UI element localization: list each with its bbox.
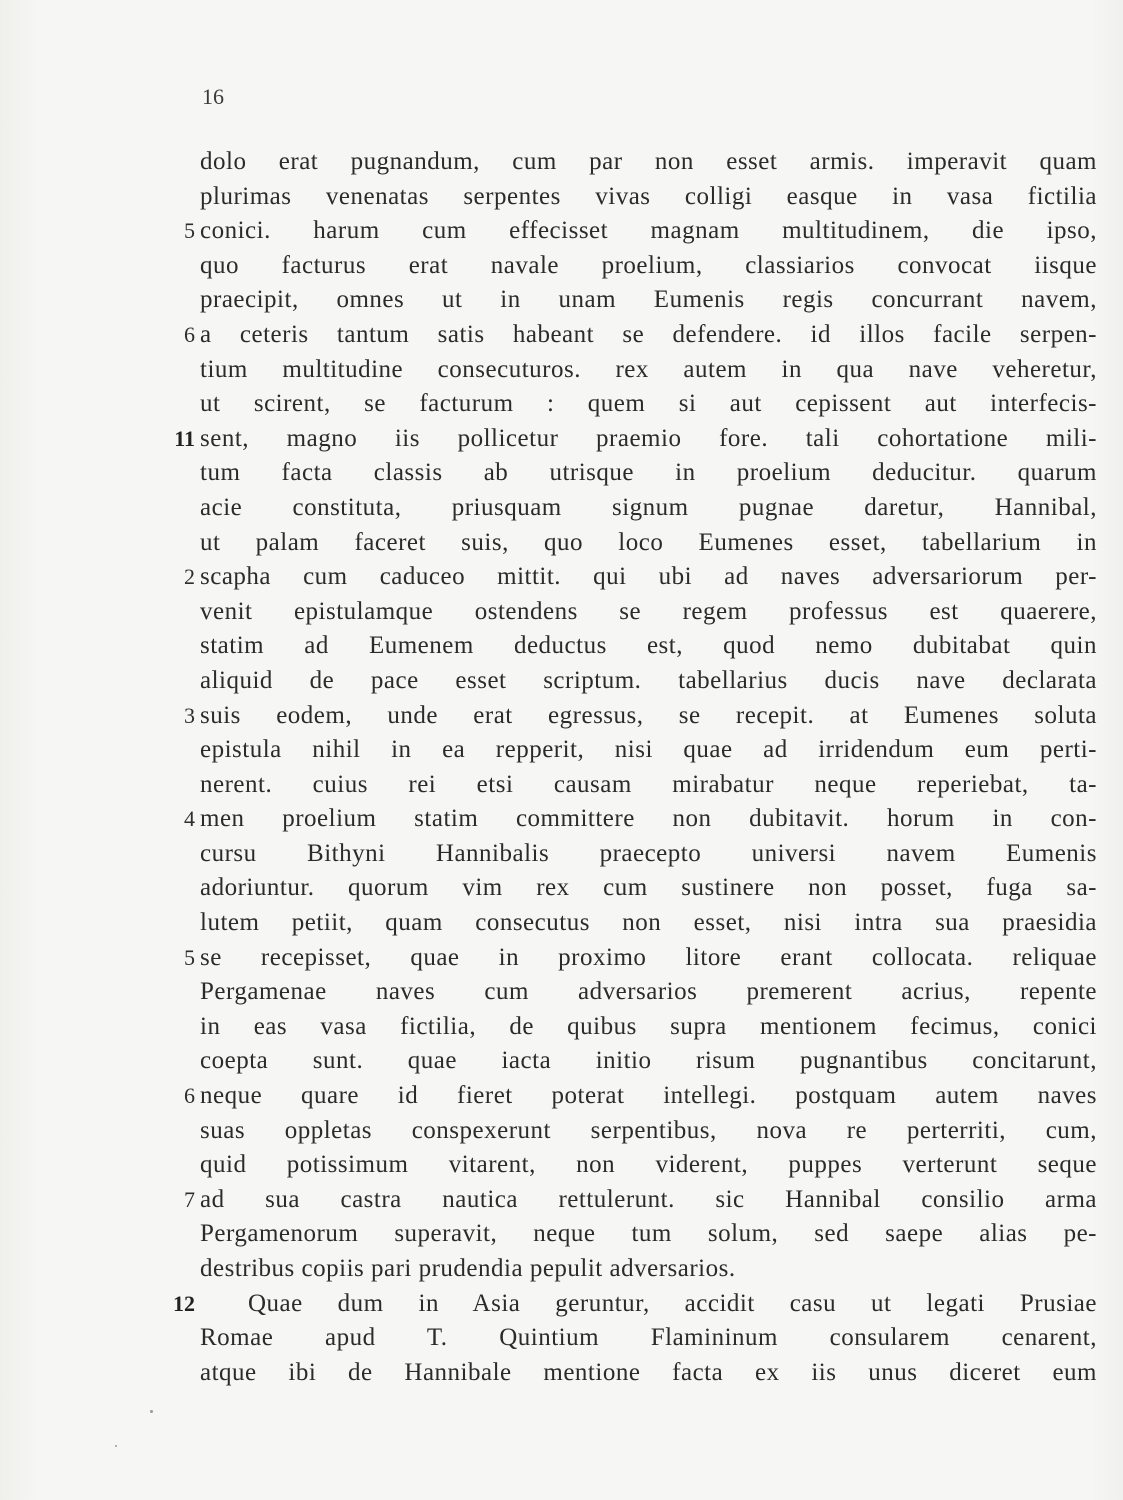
line-text: dolo erat pugnandum, cum par non esset armis. imperavit quam (200, 148, 1097, 175)
line-text: ut scirent, se facturum : quem si aut cepissent aut interfecis- (200, 390, 1097, 418)
text-line (0, 595, 1123, 630)
margin-number: 5 (184, 944, 195, 970)
text-line (0, 1252, 1123, 1287)
line-text: in eas vasa fictilia, de quibus supra mentionem fecimus, conici (200, 1012, 1097, 1040)
text-line (0, 1044, 1123, 1079)
page-number: 16 (202, 84, 224, 109)
margin-number: 6 (184, 321, 195, 347)
line-text: ut palam faceret suis, quo loco Eumenes esset, tabellarium in (200, 528, 1097, 556)
text-line (0, 1079, 1123, 1114)
line-text: epistula nihil in ea repperit, nisi quae ad irridendum eum perti- (200, 736, 1097, 764)
line-text: aliquid de pace esset scriptum. tabellarius ducis nave declarata (200, 666, 1097, 694)
line-text: praecipit, omnes ut in unam Eumenis regis concurrant navem, (200, 286, 1097, 314)
margin-number: 5 (184, 218, 195, 244)
line-text: tium multitudine consecuturos. rex autem in qua nave veheretur, (200, 355, 1097, 383)
text-line (0, 353, 1123, 388)
text-line (0, 526, 1123, 561)
paper-speck (150, 1410, 153, 1413)
text-line (0, 871, 1123, 906)
line-text: lutem petiit, quam consecutus non esset, nisi intra sua praesidia (200, 909, 1097, 937)
line-text: coepta sunt. quae iacta initio risum pugnantibus concitarunt, (200, 1047, 1097, 1075)
margin-number: 2 (184, 564, 195, 590)
text-line (0, 733, 1123, 768)
line-text: venit epistulamque ostendens se regem professus est quaerere, (200, 597, 1097, 625)
text-line (0, 975, 1123, 1010)
text-line (0, 1217, 1123, 1252)
line-text: scapha cum caduceo mittit. qui ubi ad naves adversariorum per- (200, 563, 1097, 591)
line-text: quo facturus erat navale proelium, classiarios convocat iisque (200, 251, 1097, 279)
line-text: men proelium statim committere non dubitavit. horum in con- (200, 805, 1097, 833)
line-text: destribus copiis pari prudendia pepulit adversarios. (200, 1255, 736, 1282)
line-text: Pergamenorum superavit, neque tum solum, sed saepe alias pe- (200, 1220, 1097, 1248)
paper-speck (115, 1445, 117, 1447)
line-text: tum facta classis ab utrisque in proelium deducitur. quarum (200, 459, 1097, 487)
line-text: plurimas venenatas serpentes vivas colligi easque in vasa fictilia (200, 182, 1097, 210)
text-line (0, 318, 1123, 353)
text-line (0, 768, 1123, 803)
text-line (0, 560, 1123, 595)
text-line (0, 837, 1123, 872)
text-line (0, 145, 1123, 180)
line-text: sent, magno iis pollicetur praemio fore. tali cohortatione mili- (200, 424, 1097, 452)
text-line (0, 941, 1123, 976)
text-line (0, 491, 1123, 526)
line-text: conici. harum cum effecisset magnam multitudinem, die ipso, (200, 217, 1097, 245)
line-text: suis eodem, unde erat egressus, se recepit. at Eumenes soluta (200, 701, 1097, 729)
margin-number: 7 (184, 1186, 195, 1212)
text-line (0, 387, 1123, 422)
text-line (0, 629, 1123, 664)
line-text: Pergamenae naves cum adversarios premerent acrius, repente (200, 978, 1097, 1006)
text-line (0, 283, 1123, 318)
text-line (0, 249, 1123, 284)
section-number: 12 (173, 1290, 195, 1316)
text-line (0, 1114, 1123, 1149)
text-line (0, 180, 1123, 215)
text-line (0, 1183, 1123, 1218)
text-body (0, 145, 1123, 1390)
text-line (0, 214, 1123, 249)
line-text: adoriuntur. quorum vim rex cum sustinere non posset, fuga sa- (200, 874, 1097, 902)
line-text: a ceteris tantum satis habeant se defendere. id illos facile serpen- (200, 320, 1097, 348)
text-line (0, 422, 1123, 457)
section-number: 11 (174, 425, 195, 451)
line-text: neque quare id fieret poterat intellegi. postquam autem naves (200, 1082, 1097, 1110)
line-text: statim ad Eumenem deductus est, quod nemo dubitabat quin (200, 632, 1097, 660)
margin-number: 6 (184, 1083, 195, 1109)
text-line (0, 1010, 1123, 1045)
line-text: cursu Bithyni Hannibalis praecepto universi navem Eumenis (200, 839, 1097, 867)
text-line (0, 906, 1123, 941)
line-text: suas oppletas conspexerunt serpentibus, nova re perterriti, cum, (200, 1116, 1097, 1144)
text-line (0, 802, 1123, 837)
text-line (0, 456, 1123, 491)
text-line (0, 664, 1123, 699)
margin-number: 3 (184, 702, 195, 728)
line-text: acie constituta, priusquam signum pugnae daretur, Hannibal, (200, 493, 1097, 521)
line-text: nerent. cuius rei etsi causam mirabatur neque reperiebat, ta- (200, 770, 1097, 798)
line-text: ad sua castra nautica rettulerunt. sic Hannibal consilio arma (200, 1185, 1097, 1213)
line-text: se recepisset, quae in proximo litore erant collocata. reliquae (200, 943, 1097, 971)
line-text: atque ibi de Hannibale mentione facta ex iis unus diceret eum (200, 1358, 1097, 1386)
text-line (0, 1287, 1123, 1322)
text-line (0, 1321, 1123, 1356)
text-line (0, 1356, 1123, 1391)
line-text: quid potissimum vitarent, non viderent, puppes verterunt seque (200, 1151, 1097, 1179)
text-line (0, 699, 1123, 734)
line-text: Romae apud T. Quintium Flamininum consularem cenarent, (200, 1324, 1097, 1352)
line-text: Quae dum in Asia geruntur, accidit casu ut legati Prusiae (248, 1289, 1097, 1317)
text-line (0, 1148, 1123, 1183)
margin-number: 4 (184, 806, 195, 832)
